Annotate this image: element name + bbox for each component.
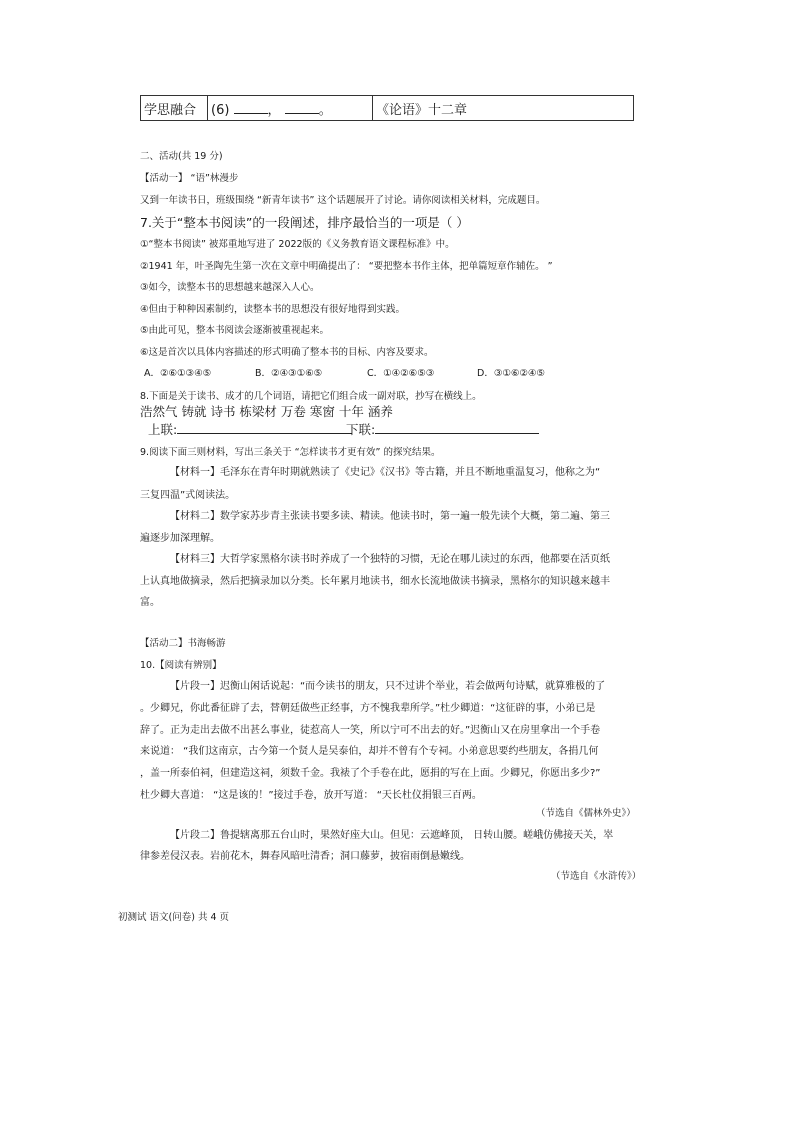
q7-option-d: D．③①⑥②④⑤ [477, 368, 545, 379]
q9-material1-line2: 三复四温”式阅读法。 [140, 490, 236, 501]
fragment1-line: ，盖一所泰伯祠，但建造这祠，须数千金。我裱了个手卷在此，愿捐的写在上面。少卿兄，你愿出多少?” [140, 768, 601, 779]
fragment1-line: 【片段一】迟衡山闲话说起：“而今读书的朋友，只不过讲个举业，若会做两句诗赋，就算雅极的了 [170, 681, 606, 692]
page-footer: 初测试 语文(问卷) 共 4 页 [118, 912, 230, 923]
q9-material3-line2: 上认真地做摘录，然后把摘录加以分类。长年累月地读书，细水长流地做读书摘录，黑格尔的知识越来越丰 [140, 576, 610, 587]
q8-words: 浩然气 铸就 诗书 栋梁材 万卷 寒窗 十年 涵养 [140, 404, 393, 419]
q9-material2-line1: 【材料二】数学家苏步青主张读书要多读、精读。他读书时，第一遍一般先读个大概，第二遍、第三 [170, 511, 610, 522]
lower-label: 下联: [346, 422, 376, 437]
fragment1-line: 辞了。正为走出去做不出甚么事业，徒惹高人一笑，所以宁可不出去的好。”迟衡山又在房里拿出一个手卷 [140, 725, 601, 736]
q7-item-3: ③如今，读整本书的思想越来越深入人心。 [140, 282, 320, 293]
q9-material2-line2: 遍逐步加深理解。 [140, 533, 220, 544]
activity1-title: 【活动一】 “语”林漫步 [140, 173, 239, 184]
table-question-cell [208, 96, 373, 121]
question-number: (6) [211, 102, 234, 118]
upper-couplet-input[interactable] [177, 421, 352, 434]
fragment2-line: 律参差侵汉表。岩前花木，舞春风暗吐清香；洞口藤萝，披宿雨倒悬嫩线。 [140, 851, 470, 862]
q8-lower-line [346, 421, 539, 438]
q10-stem: 10.【阅读有辨别】 [140, 660, 222, 671]
fragment1-line: 来说道： “我们这南京，古今第一个贤人是吴泰伯，却并不曾有个专祠。小弟意思要约些朋友，各捐几何 [140, 746, 599, 757]
q7-item-4: ④但由于种种因素制约，读整本书的思想没有很好地得到实践。 [140, 304, 406, 315]
blank-separator: ， [267, 102, 281, 118]
q9-stem: 9.阅读下面三则材料，写出三条关于 “怎样读书才更有效” 的探究结果。 [140, 447, 441, 458]
lower-couplet-input[interactable] [375, 421, 539, 434]
activity1-intro: 又到一年读书日，班级围绕 “新青年读书” 这个话题展开了讨论。请你阅读相关材料，完成题目。 [140, 195, 546, 206]
upper-label: 上联: [148, 422, 178, 437]
table-label-cell: 学思融合 [141, 96, 208, 121]
answer-blank-1[interactable] [234, 103, 268, 114]
q7-option-a: A．②⑥①③④⑤ [144, 368, 212, 379]
fragment1-source: （节选自《儒林外史》） [536, 808, 636, 819]
q7-item-2: ②1941 年，叶圣陶先生第一次在文章中明确提出了： “要把整本书作主体，把单篇短章作辅佐。 ” [140, 261, 553, 272]
q7-option-b: B．②④③①⑥⑤ [255, 368, 323, 379]
q9-material3-line1: 【材料三】大哲学家黑格尔读书时养成了一个独特的习惯，无论在哪儿读过的东西，他都要在活页纸 [170, 554, 610, 565]
learning-fusion-table [140, 95, 634, 121]
activity2-title: 【活动二】书海畅游 [140, 638, 226, 649]
q9-material1-line1: 【材料一】毛泽东在青年时期就熟读了《史记》《汉书》等古籍，并且不断地重温复习，他称之为“ [170, 467, 601, 478]
q7-stem: 7.关于“整本书阅读”的一段阐述，排序最恰当的一项是（ ） [140, 215, 469, 230]
q8-upper-line [148, 421, 352, 438]
q7-option-c: C．①④②⑥⑤③ [367, 368, 435, 379]
q7-item-6: ⑥这是首次以具体内容描述的形式明确了整本书的目标、内容及要求。 [140, 347, 434, 358]
q7-item-5: ⑤由此可见，整本书阅读会逐渐被重视起来。 [140, 325, 330, 336]
fragment1-line: 杜少卿大喜道： “这是该的！”接过手卷，放开写道： “天长杜仪捐银三百两。 [140, 790, 482, 801]
answer-blank-2[interactable] [285, 103, 319, 114]
table-row [141, 96, 634, 121]
q9-material3-line3: 富。 [140, 597, 160, 608]
table-source-cell: 《论语》十二章 [373, 96, 634, 121]
section-heading: 二、活动(共 19 分) [140, 151, 223, 162]
fragment2-line: 【片段二】鲁提辖离那五台山时，果然好座大山。但见：云遮峰顶， 日转山腰。嵯峨仿佛接天关，崒 [170, 830, 614, 841]
q7-item-1: ①“整本书阅读” 被郑重地写进了 2022版的《义务教育语文课程标准》中。 [140, 239, 455, 250]
q8-stem: 8.下面是关于读书、成才的几个词语，请把它们组合成一副对联，抄写在横线上。 [140, 391, 482, 402]
fragment2-source: （节选自《水浒传》） [551, 871, 642, 882]
fragment1-line: 。少卿兄，你此番征辟了去，替朝廷做些正经事，方不愧我辈所学。”杜少卿道：“这征辟的事，小弟已是 [140, 703, 596, 714]
blank-end-mark: 。 [318, 102, 332, 118]
